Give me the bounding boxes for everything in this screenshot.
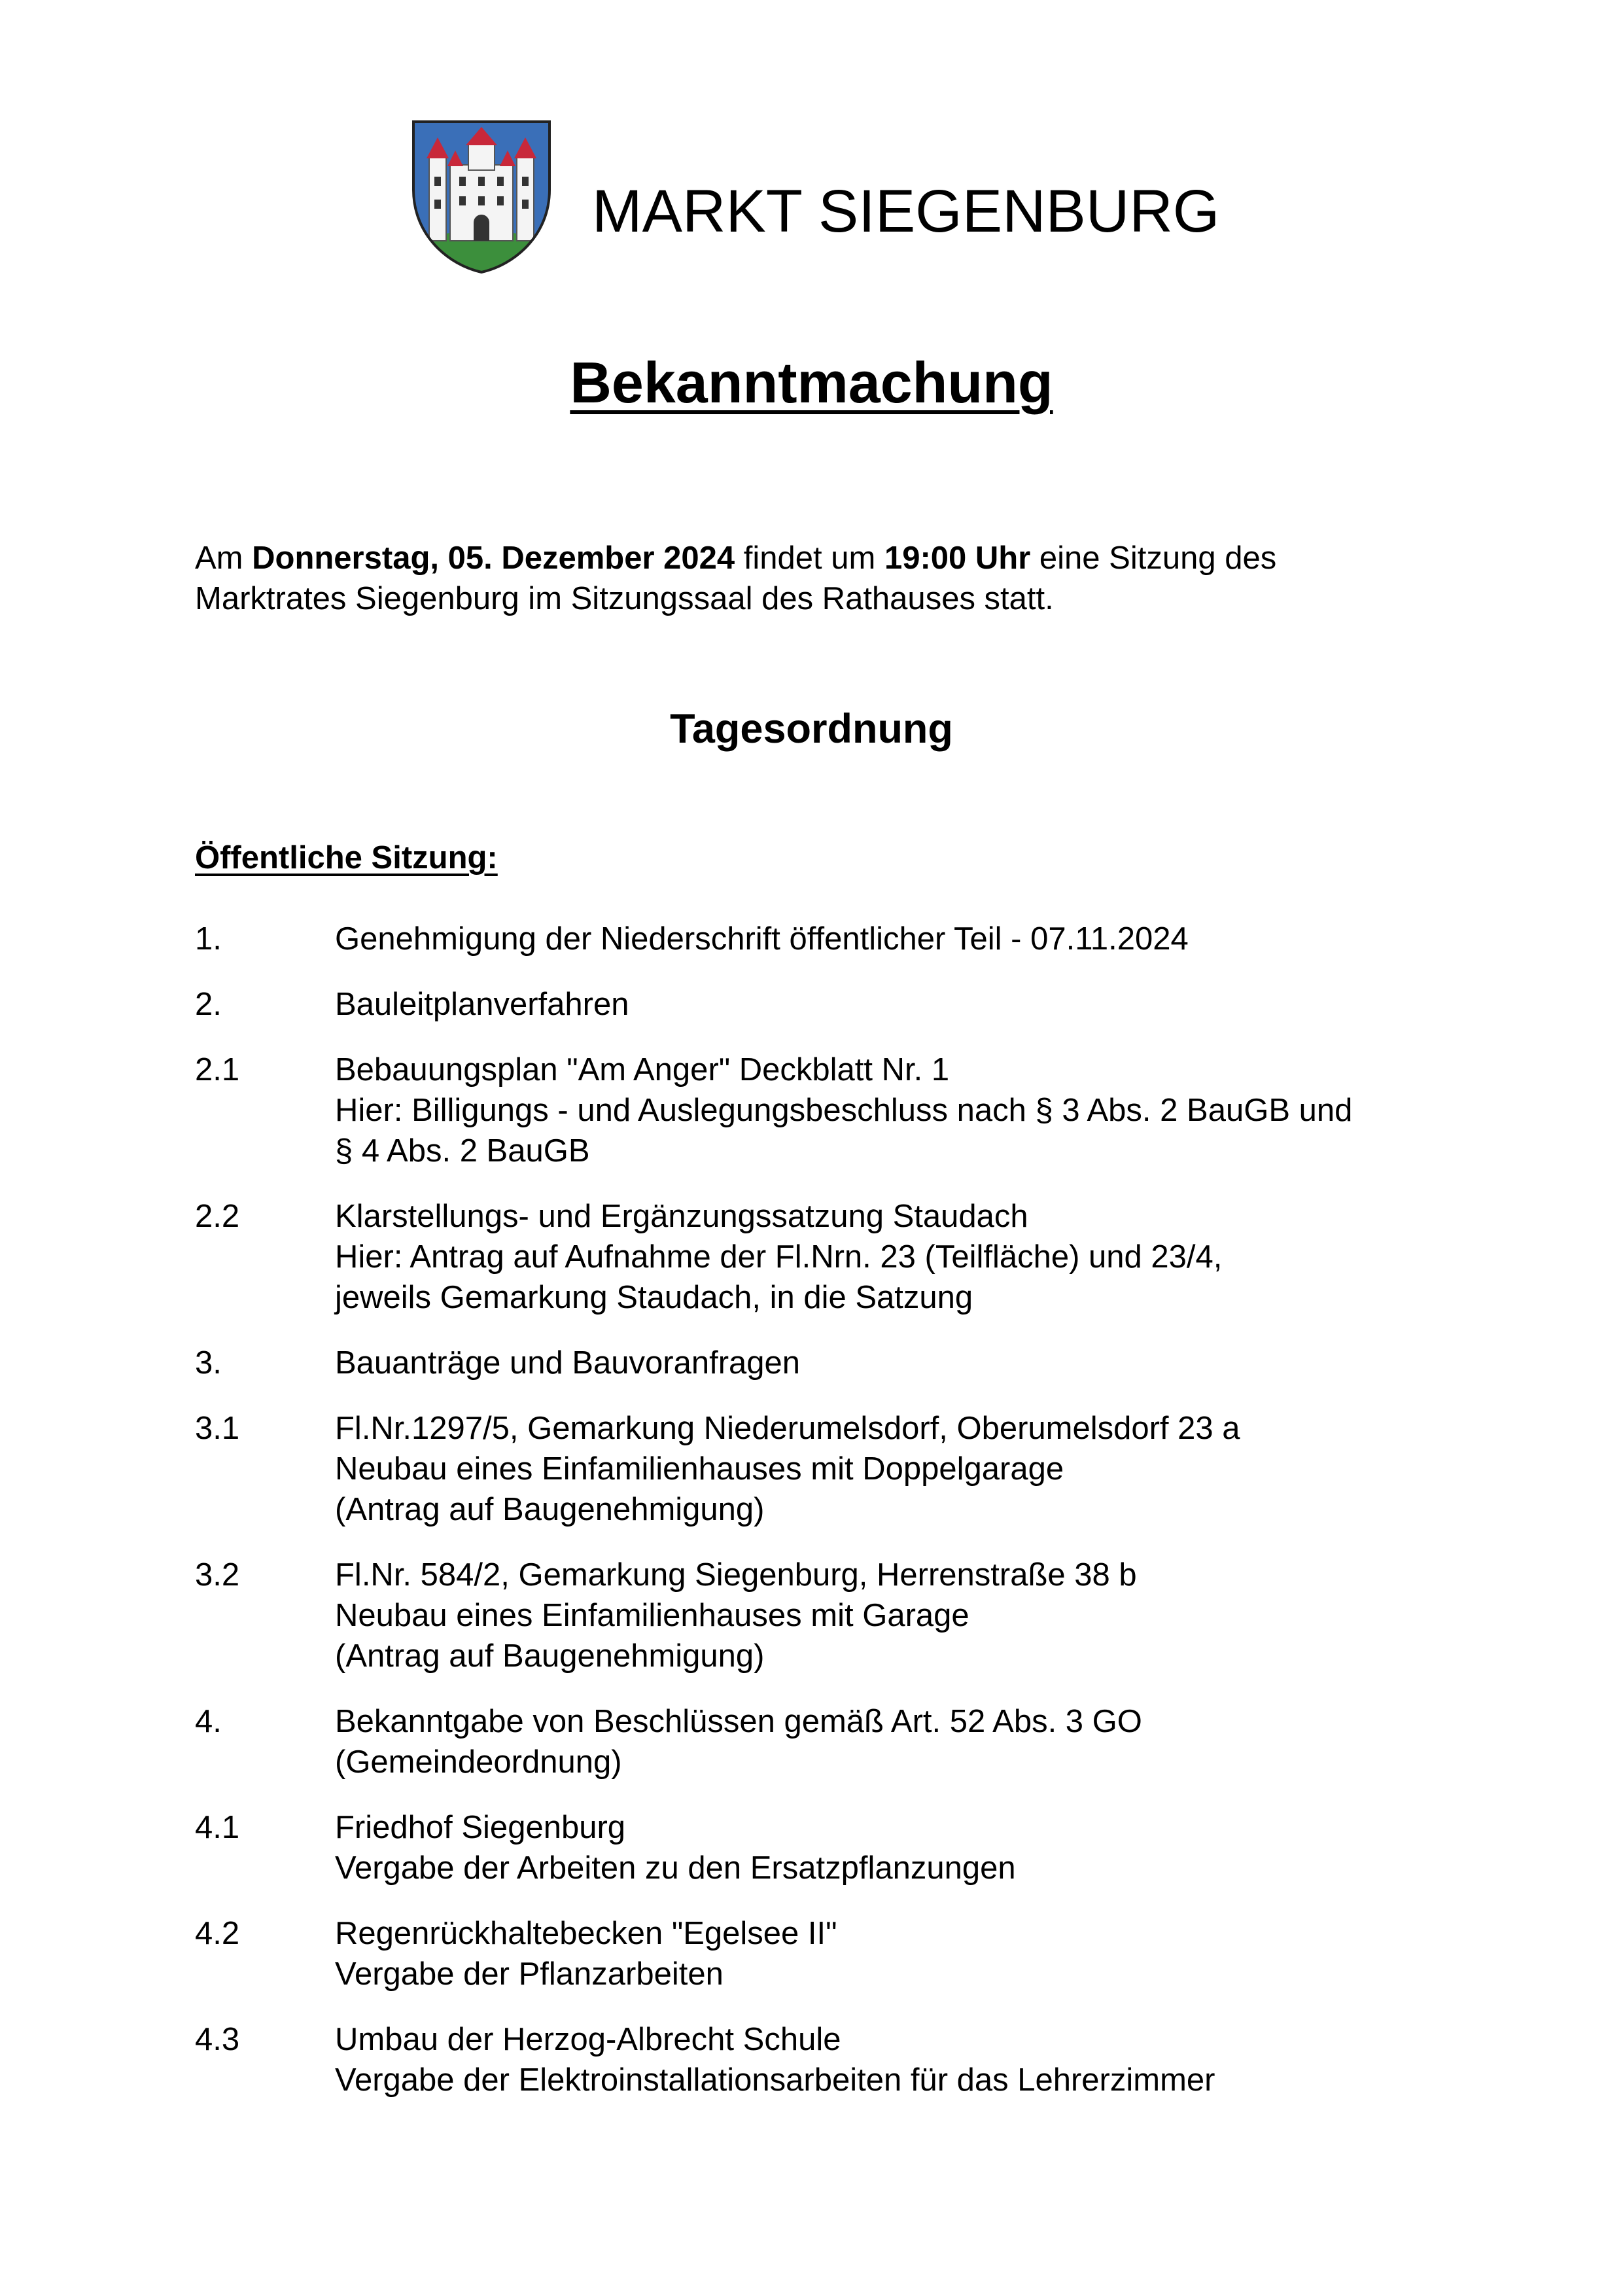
meeting-time: 19:00 Uhr	[884, 540, 1031, 576]
agenda-item	[195, 1343, 1471, 1383]
agenda-item-text: Neubau eines Einfamilienhauses mit Doppelgarage	[335, 1451, 1064, 1487]
agenda-item-text: Bauleitplanverfahren	[335, 987, 629, 1022]
agenda-item-text: Bauanträge und Bauvoranfragen	[335, 1345, 801, 1381]
intro-text: Marktrates Siegenburg im Sitzungssaal des Rathauses statt.	[195, 581, 1054, 616]
agenda-item-text: Umbau der Herzog-Albrecht Schule	[335, 2022, 841, 2057]
agenda-item-number: 1.	[195, 921, 222, 957]
agenda-item-text: § 4 Abs. 2 BauGB	[335, 1133, 590, 1169]
agenda-item-text: Hier: Billigungs - und Auslegungsbeschluss nach § 3 Abs. 2 BauGB und	[335, 1093, 1353, 1128]
agenda-item-text: (Gemeindeordnung)	[335, 1744, 622, 1780]
agenda-item-text: Genehmigung der Niederschrift öffentlicher Teil - 07.11.2024	[335, 921, 1189, 957]
agenda-item-number: 4.3	[195, 2022, 240, 2057]
agenda-item-text: jeweils Gemarkung Staudach, in die Satzung	[335, 1280, 973, 1315]
agenda-item	[195, 1408, 1471, 1530]
agenda-item-text: Vergabe der Arbeiten zu den Ersatzpflanzungen	[335, 1850, 1016, 1886]
intro-text: Am	[195, 540, 253, 576]
agenda-item-text: Regenrückhaltebecken "Egelsee II"	[335, 1916, 837, 1951]
document-title	[0, 347, 1623, 419]
agenda-item-text: Fl.Nr. 584/2, Gemarkung Siegenburg, Herrenstraße 38 b	[335, 1557, 1137, 1593]
agenda-item-text: Bebauungsplan "Am Anger" Deckblatt Nr. 1	[335, 1052, 950, 1087]
agenda-item-text: Vergabe der Pflanzarbeiten	[335, 1956, 724, 1992]
agenda-item-text: (Antrag auf Baugenehmigung)	[335, 1492, 765, 1527]
agenda-item	[195, 984, 1471, 1025]
coat-of-arms-castle-icon	[410, 118, 553, 275]
agenda-item-text: Bekanntgabe von Beschlüssen gemäß Art. 52 Abs. 3 GO	[335, 1704, 1142, 1739]
agenda-item-text: Friedhof Siegenburg	[335, 1810, 626, 1845]
org-name: MARKT SIEGENBURG	[592, 178, 1220, 245]
agenda-item-text: (Antrag auf Baugenehmigung)	[335, 1638, 765, 1674]
agenda-item-text: Neubau eines Einfamilienhauses mit Garage	[335, 1598, 969, 1633]
document-title-text: Bekanntmachung	[570, 350, 1053, 415]
agenda-title: Tagesordnung	[670, 706, 953, 752]
agenda-item-number: 4.2	[195, 1916, 240, 1951]
agenda-item-number: 2.2	[195, 1199, 240, 1234]
agenda-item-number: 2.	[195, 987, 222, 1022]
agenda-item	[195, 1701, 1471, 1782]
intro-text: findet um	[735, 540, 884, 576]
agenda-item-number: 3.2	[195, 1557, 240, 1593]
agenda-item-number: 4.1	[195, 1810, 240, 1845]
agenda-item	[195, 1913, 1471, 1994]
agenda-item-number: 4.	[195, 1704, 222, 1739]
agenda-item	[195, 2019, 1471, 2100]
agenda-item-text: Hier: Antrag auf Aufnahme der Fl.Nrn. 23 (Teilfläche) und 23/4,	[335, 1239, 1223, 1275]
agenda-item	[195, 1555, 1471, 1676]
agenda-item-text: Klarstellungs- und Ergänzungssatzung Staudach	[335, 1199, 1028, 1234]
intro-paragraph	[195, 538, 1438, 619]
public-session-label: Öffentliche Sitzung:	[195, 840, 498, 875]
intro-text: eine Sitzung des	[1030, 540, 1277, 576]
agenda-item	[195, 1196, 1471, 1318]
agenda-item-number: 2.1	[195, 1052, 240, 1087]
agenda-item	[195, 1807, 1471, 1888]
meeting-date: Donnerstag, 05. Dezember 2024	[252, 540, 735, 576]
agenda-item	[195, 1050, 1471, 1171]
agenda-item	[195, 919, 1471, 959]
agenda-item-number: 3.1	[195, 1411, 240, 1446]
agenda-item-text: Vergabe der Elektroinstallationsarbeiten für das Lehrerzimmer	[335, 2062, 1215, 2098]
agenda-item-text: Fl.Nr.1297/5, Gemarkung Niederumelsdorf, Oberumelsdorf 23 a	[335, 1411, 1240, 1446]
agenda-item-number: 3.	[195, 1345, 222, 1381]
agenda-list	[195, 919, 1471, 2125]
